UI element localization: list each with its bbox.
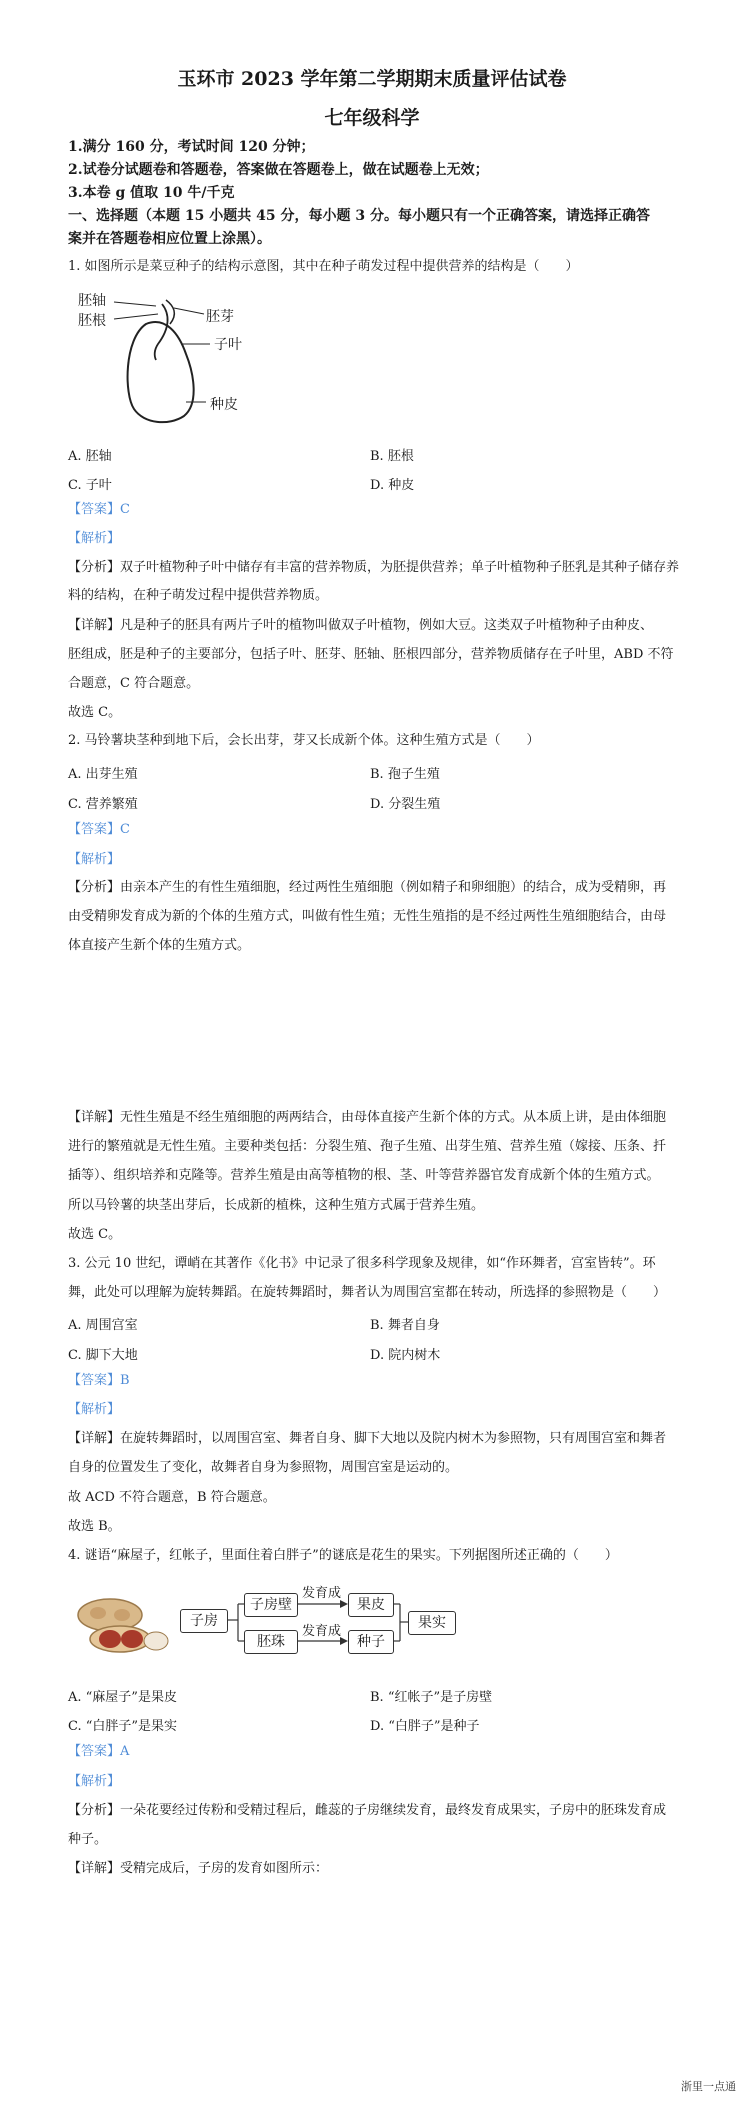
q1-analysis-tag: 【解析】 <box>68 531 121 546</box>
page-title: 玉环市 2023 学年第二学期期末质量评估试卷 <box>177 68 567 90</box>
ovary-box: 子房 <box>180 1609 228 1633</box>
q4-stem: 4. 谜语“麻屋子，红帐子，里面住着白胖子”的谜底是花生的果实。下列据图所述正确的（ ） <box>68 1548 618 1563</box>
label-hypocotyl: 胚轴 <box>78 293 106 309</box>
q3-conclusion: 故选 B。 <box>68 1519 121 1534</box>
q2-analysis-line1: 【分析】由亲本产生的有性生殖细胞，经过两性生殖细胞（例如精子和卵细胞）的结合，成为受精卵，再 <box>68 880 667 895</box>
q2-detail-line1: 【详解】无性生殖是不经生殖细胞的两两结合，由母体直接产生新个体的方式。从本质上讲，是由体细胞 <box>68 1110 667 1125</box>
q1-answer: 【答案】C <box>68 502 130 517</box>
q1-detail-line2: 胚组成，胚是种子的主要部分，包括子叶、胚芽、胚轴、胚根四部分，营养物质储存在子叶里，ABD 不符 <box>68 647 674 662</box>
q4-option-c: C. “白胖子”是果实 <box>68 1719 178 1734</box>
q1-option-a: A. 胚轴 <box>68 449 112 464</box>
q4-option-b: B. “红帐子”是子房壁 <box>370 1690 493 1705</box>
q1-option-c: C. 子叶 <box>68 478 112 493</box>
bean-seed-diagram <box>74 284 294 434</box>
q2-option-c: C. 营养繁殖 <box>68 797 138 812</box>
q3-option-b: B. 舞者自身 <box>370 1318 440 1333</box>
develops-into-label-2: 发育成 <box>302 1624 342 1639</box>
q1-detail-line3: 合题意，C 符合题意。 <box>68 676 200 691</box>
q4-analysis-tag: 【解析】 <box>68 1774 121 1789</box>
label-cotyledon: 子叶 <box>214 337 242 353</box>
q2-option-d: D. 分裂生殖 <box>370 797 441 812</box>
q3-option-c: C. 脚下大地 <box>68 1348 138 1363</box>
label-seed-coat: 种皮 <box>210 397 238 413</box>
q2-analysis-tag: 【解析】 <box>68 852 121 867</box>
develops-into-label-1: 发育成 <box>302 1586 342 1601</box>
bean-seed-figure <box>74 284 294 434</box>
q1-analysis-line2: 料的结构，在种子萌发过程中提供营养物质。 <box>68 588 329 603</box>
q1-option-d: D. 种皮 <box>370 478 415 493</box>
fruit-box: 果实 <box>408 1611 456 1635</box>
q2-conclusion: 故选 C。 <box>68 1227 122 1242</box>
q4-analysis-line2: 种子。 <box>68 1832 108 1847</box>
q2-option-b: B. 孢子生殖 <box>370 767 440 782</box>
ovule-box: 胚珠 <box>244 1630 298 1654</box>
q1-conclusion: 故选 C。 <box>68 705 122 720</box>
q2-detail-line4: 所以马铃薯的块茎出芽后，长成新的植株，这种生殖方式属于营养生殖。 <box>68 1198 485 1213</box>
seed-box: 种子 <box>348 1630 394 1654</box>
q3-option-d: D. 院内树木 <box>370 1348 441 1363</box>
q3-option-a: A. 周围宫室 <box>68 1318 138 1333</box>
q2-detail-line2: 进行的繁殖就是无性生殖。主要种类包括：分裂生殖、孢子生殖、出芽生殖、营养生殖（嫁接、压条、扦 <box>68 1139 667 1154</box>
q2-analysis-line3: 体直接产生新个体的生殖方式。 <box>68 938 251 953</box>
q3-analysis-tag: 【解析】 <box>68 1402 121 1417</box>
q3-detail-line1: 【详解】在旋转舞蹈时，以周围宫室、舞者自身、脚下大地以及院内树木为参照物，只有周围宫室和舞者 <box>68 1431 667 1446</box>
pericarp-box: 果皮 <box>348 1593 394 1617</box>
ovary-wall-box: 子房壁 <box>244 1593 298 1617</box>
label-radicle: 胚根 <box>78 313 106 329</box>
q4-option-a: A. “麻屋子”是果皮 <box>68 1690 177 1705</box>
label-plumule: 胚芽 <box>206 309 234 325</box>
watermark: 浙里一点通 <box>681 2080 736 2093</box>
q3-detail-line3: 故 ACD 不符合题意，B 符合题意。 <box>68 1490 276 1505</box>
exam-note-3: 3.本卷 g 值取 10 牛/千克 <box>68 185 235 201</box>
q4-answer: 【答案】A <box>68 1744 130 1759</box>
q4-analysis-line1: 【分析】一朵花要经过传粉和受精过程后，雌蕊的子房继续发育，最终发育成果实，子房中的胚珠发育成 <box>68 1803 667 1818</box>
exam-note-2: 2.试卷分试题卷和答题卷，答案做在答题卷上，做在试题卷上无效； <box>68 162 489 178</box>
q2-option-a: A. 出芽生殖 <box>68 767 138 782</box>
q3-detail-line2: 自身的位置发生了变化，故舞者自身为参照物，周围宫室是运动的。 <box>68 1460 459 1475</box>
section-heading-line1: 一、选择题（本题 15 小题共 45 分，每小题 3 分。每小题只有一个正确答案，请选择正确答 <box>68 208 650 224</box>
q2-analysis-line2: 由受精卵发育成为新的个体的生殖方式，叫做有性生殖；无性生殖指的是不经过两性生殖细胞结合，由母 <box>68 909 667 924</box>
q4-detail-line1: 【详解】受精完成后，子房的发育如图所示： <box>68 1861 329 1876</box>
q1-analysis-line1: 【分析】双子叶植物种子叶中储存有丰富的营养物质，为胚提供营养；单子叶植物种子胚乳是其种子储存养 <box>68 560 680 575</box>
q2-stem: 2. 马铃薯块茎种到地下后，会长出芽，芽又长成新个体。这种生殖方式是（ ） <box>68 733 540 748</box>
exam-note-1: 1.满分 160 分，考试时间 120 分钟； <box>68 139 315 155</box>
q3-stem-line2: 舞，此处可以理解为旋转舞蹈。在旋转舞蹈时，舞者认为周围宫室都在转动，所选择的参照物是（ ） <box>68 1285 667 1300</box>
q2-detail-line3: 插等）、组织培养和克隆等。营养生殖是由高等植物的根、茎、叶等营养器官发育成新个体的生殖方式。 <box>68 1168 660 1183</box>
q3-stem-line1: 3. 公元 10 世纪，谭峭在其著作《化书》中记录了很多科学现象及规律，如“作环舞者，宫室皆转”。环 <box>68 1256 656 1271</box>
q2-answer: 【答案】C <box>68 822 130 837</box>
page-subtitle: 七年级科学 <box>324 107 420 129</box>
section-heading-line2: 案并在答题卷相应位置上涂黑）。 <box>68 231 271 247</box>
peanut-development-figure <box>70 1586 470 1666</box>
q1-stem: 1. 如图所示是菜豆种子的结构示意图，其中在种子萌发过程中提供营养的结构是（ ） <box>68 259 579 274</box>
q3-answer: 【答案】B <box>68 1373 130 1388</box>
q4-option-d: D. “白胖子”是种子 <box>370 1719 480 1734</box>
q1-detail-line1: 【详解】凡是种子的胚具有两片子叶的植物叫做双子叶植物，例如大豆。这类双子叶植物种子由种皮、 <box>68 618 654 633</box>
q1-option-b: B. 胚根 <box>370 449 414 464</box>
